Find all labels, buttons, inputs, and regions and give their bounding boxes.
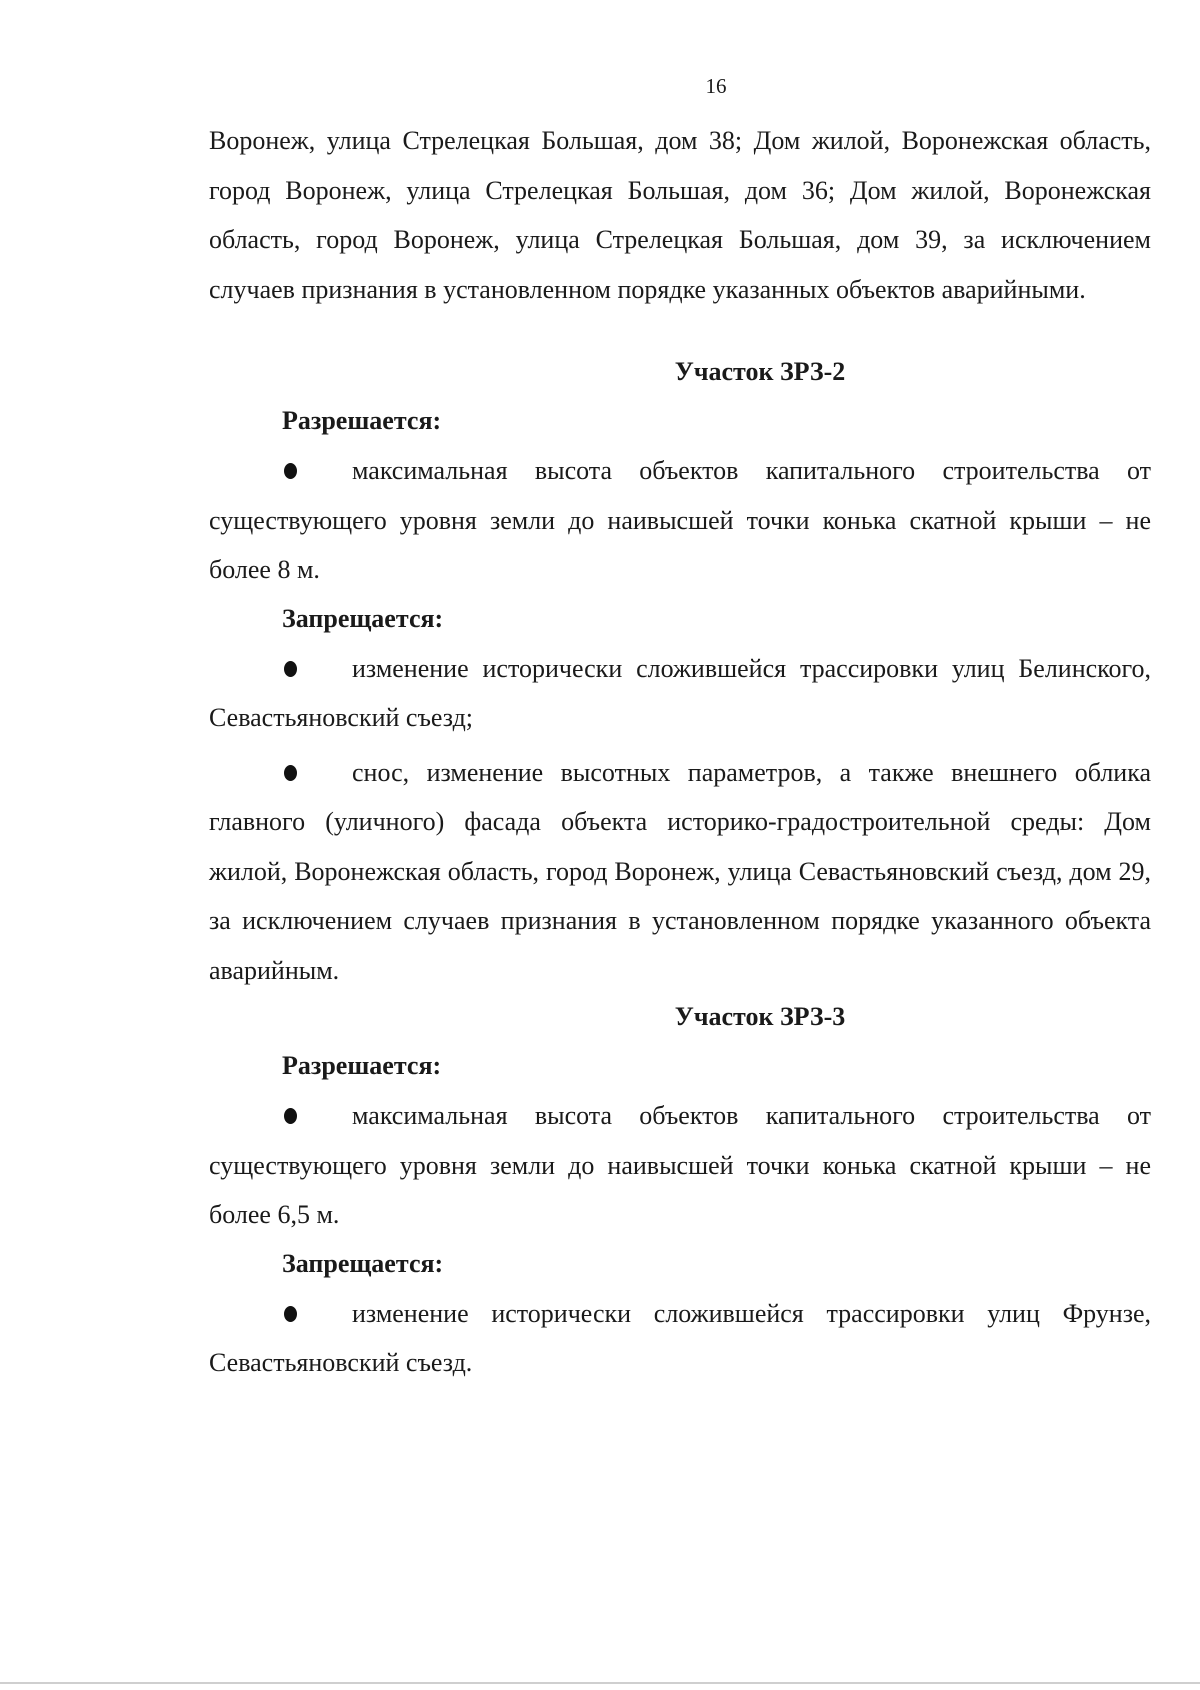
bullet-icon <box>284 1306 297 1322</box>
allowed-item-text: максимальная высота объектов капитального строительства от существующего уровня земли до наивысшей точки конька скатной крыши – не более 8 м. <box>209 456 1151 584</box>
intro-paragraph: Воронеж, улица Стрелецкая Большая, дом 38; Дом жилой, Воронежская область, город Воронеж, улица Стрелецкая Большая, дом 36; Дом жилой, Воронежская область, город Воронеж, улица Стрелецкая Большая, дом 39, за исключением случаев признания в установленном порядке указанных объектов аварийными. <box>209 126 1151 304</box>
section-zrz-3 <box>209 997 1151 1388</box>
forbidden-item <box>209 1289 1151 1388</box>
section-title: Участок ЗРЗ-3 <box>674 1002 846 1031</box>
forbidden-item-text: изменение исторически сложившейся трассировки улиц Фрунзе, Севастьяновский съезд. <box>209 1298 1151 1377</box>
forbidden-label: Запрещается: <box>282 603 444 633</box>
page-number: 16 <box>705 74 727 98</box>
section-title: Участок ЗРЗ-2 <box>674 357 846 386</box>
allowed-label: Разрешается: <box>282 1051 442 1080</box>
bullet-icon <box>284 765 297 781</box>
scan-bottom-edge <box>0 1682 1200 1684</box>
document-body <box>209 116 1151 1388</box>
allowed-item <box>209 1091 1151 1240</box>
allowed-item <box>209 446 1151 595</box>
forbidden-item-text: изменение исторически сложившейся трассировки улиц Белинского, Севастьяновский съезд; <box>209 653 1151 732</box>
forbidden-item <box>209 644 1151 743</box>
allowed-label: Разрешается: <box>282 406 442 435</box>
forbidden-label: Запрещается: <box>282 1248 444 1278</box>
bullet-icon <box>284 463 297 479</box>
bullet-icon <box>284 661 297 677</box>
section-zrz-2 <box>209 352 1151 995</box>
allowed-item-text: максимальная высота объектов капитального строительства от существующего уровня земли до наивысшей точки конька скатной крыши – не более 6,5 м. <box>209 1101 1151 1229</box>
forbidden-item-text: снос, изменение высотных параметров, а также внешнего облика главного (уличного) фасада объекта историко-градостроительной среды: Дом жилой, Воронежская область, город Воронеж, улица Севастьяновский съезд, дом 29, за исключением случаев признания в установленном порядке указанного объекта аварийным. <box>209 757 1151 985</box>
bullet-icon <box>284 1108 297 1124</box>
forbidden-item <box>209 748 1151 996</box>
